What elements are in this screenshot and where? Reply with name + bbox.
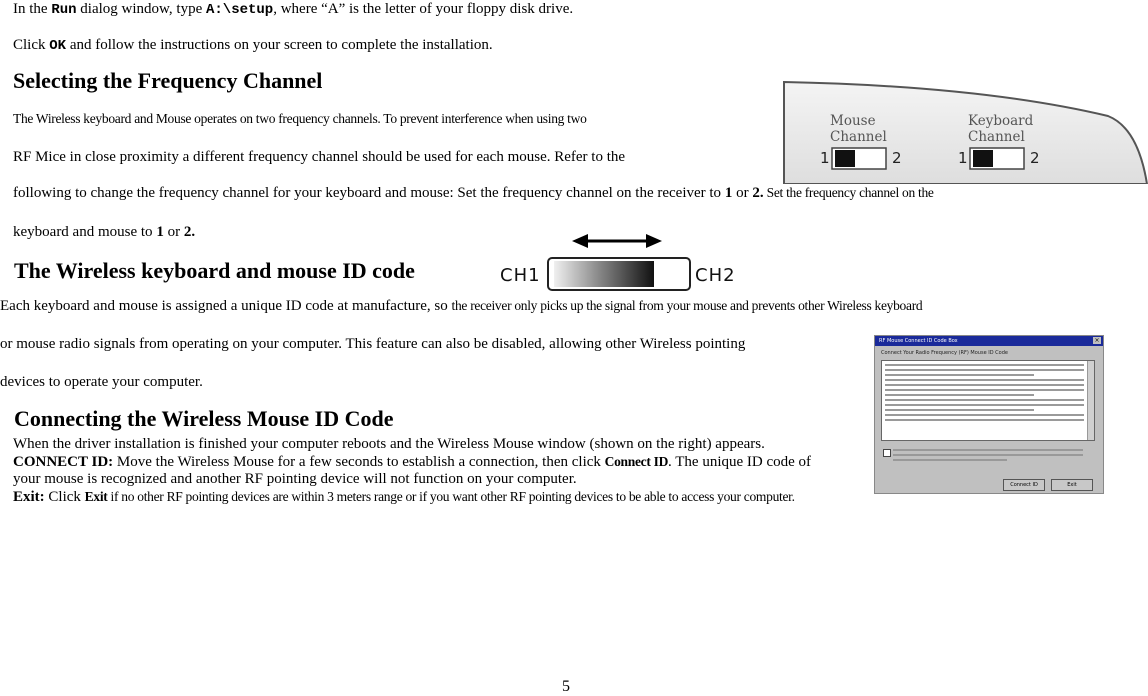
connect-id-text-2: . The unique ID code of your mouse is recognized and another RF pointing device will not function on your computer. [13,454,812,487]
rf-mouse-dialog-screenshot [874,335,1104,494]
checkbox-text [893,449,1083,464]
connect-intro: When the driver installation is finished your computer reboots and the Wireless Mouse window (shown on the right) appears. [13,436,765,452]
double-arrow-icon [572,234,662,248]
mouse-channel-label-2: Channel [830,129,887,145]
dialog-exit-button: Exit [1051,479,1093,491]
connect-body [13,436,839,506]
run-keyword: Run [51,2,77,18]
keyboard-switch-knob [973,150,993,167]
page-number: 5 [562,678,570,695]
disable-id-checkbox [883,449,891,457]
frequency-line-1: The Wireless keyboard and Mouse operates on two frequency channels. To prevent interference when using two [13,111,587,126]
id-code-line-1 [0,297,922,315]
exit-text-2: if no other RF pointing devices are within 3 meters range or if you want other RF pointing devices to be able to access your computer. [107,489,795,504]
connect-id-text: Move the Wireless Mouse for a few seconds to establish a connection, then click [113,454,605,470]
dialog-titlebar [875,336,1103,346]
frequency-line-3-text: following to change the frequency channel for your keyboard and mouse: Set the frequency channel on the receiver to [13,185,725,201]
ok-step-suffix: and follow the instructions on your screen to complete the installation. [66,37,493,53]
id-code-line-3: devices to operate your computer. [0,374,203,390]
channel-switch-panel-image [782,80,1148,184]
frequency-line-3 [13,184,934,202]
connect-id-button-ref: Connect ID [604,454,669,469]
keyboard-channel-num-1: 1 [958,149,968,167]
mouse-channel-num-1: 1 [820,149,830,167]
dialog-instructions-box [881,360,1095,441]
keyboard-channel-num-2: 2 [1030,149,1040,167]
ok-step-line [13,36,493,55]
run-step-line [13,0,573,19]
close-icon: × [1094,337,1100,344]
ch1-label: CH1 [500,265,541,286]
channel-two: 2. [183,224,196,240]
run-step-prefix: In the [13,1,52,17]
mouse-switch-knob [835,150,855,167]
dialog-scrollbar [1087,361,1094,440]
setup-command: A:\setup [205,2,274,18]
connect-heading: Connecting the Wireless Mouse ID Code [14,406,394,431]
run-step-middle: dialog window, type [76,1,206,17]
ch-switch-slider [554,261,654,287]
channel-one: 1 [156,224,164,240]
mouse-channel-num-2: 2 [892,149,902,167]
id-code-line-1-text: Each keyboard and mouse is assigned a unique ID code at manufacture, so [0,298,452,314]
or-text: or [163,224,184,240]
id-code-line-2: or mouse radio signals from operating on your computer. This feature can also be disabled, allowing other Wireless pointing [0,336,746,352]
frequency-line-2: RF Mice in close proximity a different frequency channel should be used for each mouse. Refer to the [13,149,626,165]
frequency-line-4-text: keyboard and mouse to [13,224,157,240]
exit-button-ref: Exit [84,489,108,504]
exit-text-1: Click [44,489,85,505]
frequency-heading: Selecting the Frequency Channel [13,68,323,93]
connect-id-paragraph [13,453,839,488]
exit-label: Exit: [13,489,45,505]
frequency-line-3-tail: Set the frequency channel on the [763,185,934,200]
channel-two: 2. [752,185,764,201]
ch-switch-image [498,230,744,292]
id-code-heading: The Wireless keyboard and mouse ID code [14,258,415,283]
dialog-header: Connect Your Radio Frequency (RF) Mouse ID Code [881,350,1008,356]
ok-keyword: OK [49,38,67,54]
run-step-suffix: , where “A” is the letter of your floppy disk drive. [273,1,574,17]
connect-id-label: CONNECT ID: [13,454,114,470]
id-code-line-1-tail: the receiver only picks up the signal from your mouse and prevents other Wireless keyboard [451,298,923,313]
exit-paragraph [13,488,839,506]
channel-one: 1 [724,185,733,201]
mouse-channel-label-1: Mouse [830,113,876,129]
keyboard-channel-label-1: Keyboard [968,113,1034,129]
frequency-line-4 [13,223,195,241]
keyboard-channel-label-2: Channel [968,129,1025,145]
dialog-title: RF Mouse Connect ID Code Box [879,338,958,344]
ok-step-prefix: Click [13,37,50,53]
ch2-label: CH2 [695,265,736,286]
or-text: or [732,185,753,201]
dialog-connect-id-button: Connect ID [1003,479,1045,491]
